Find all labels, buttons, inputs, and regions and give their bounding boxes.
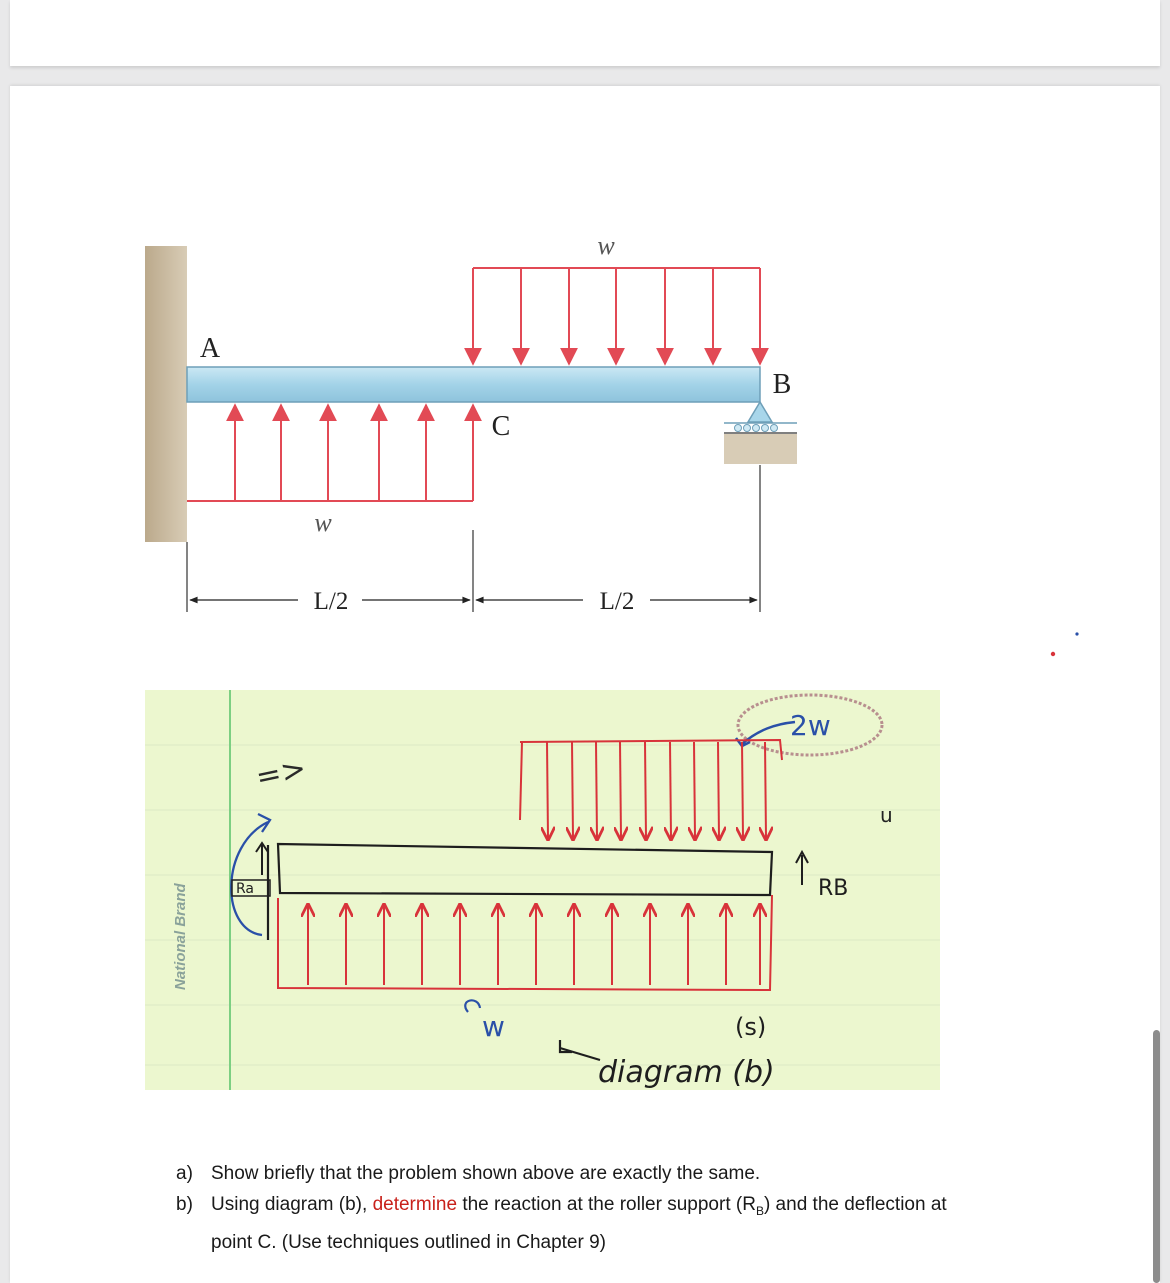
subscript-b: B [755, 1203, 764, 1218]
scrollbar-thumb[interactable] [1153, 1030, 1160, 1283]
circled-load-label: 2w [790, 709, 831, 742]
question-b-part: ) and the deflection at point C. (Use techniques outlined in Chapter 9) [211, 1194, 947, 1253]
dimension-left-label: L/2 [313, 588, 349, 615]
implies-symbol: => [252, 750, 310, 796]
dimension-right-label: L/2 [599, 588, 635, 615]
stray-dot [1051, 652, 1055, 656]
question-a [176, 1158, 956, 1189]
point-b-label: B [772, 369, 792, 400]
questions-list [176, 1158, 956, 1258]
question-a-letter: a) [176, 1163, 193, 1184]
question-a-part: Show briefly that the problem shown above are exactly the same. [211, 1163, 761, 1184]
question-b [176, 1189, 956, 1258]
point-c-label: C [491, 411, 511, 442]
roller-support [724, 402, 797, 464]
diagram-caption: diagram (b) [598, 1055, 775, 1090]
figure-b [145, 690, 940, 1090]
question-b-part: the reaction at the roller support (R [457, 1194, 756, 1215]
reaction-a-label: Ra [236, 881, 254, 897]
load-label-top: w [597, 231, 615, 260]
question-a-text [211, 1158, 956, 1189]
stray-dot [1075, 632, 1078, 635]
stray-mark: u [880, 803, 893, 827]
question-b-text [211, 1189, 956, 1258]
question-b-part: Using diagram (b), [211, 1194, 373, 1215]
point-a-label: A [199, 333, 221, 364]
fixed-wall [145, 246, 187, 542]
load-label-bottom: w [314, 508, 332, 537]
note-s: (s) [735, 1013, 767, 1041]
highlight-determine: determine [372, 1194, 458, 1215]
top-distributed-load [473, 268, 760, 364]
beam [187, 367, 760, 402]
bottom-distributed-load [187, 405, 473, 501]
load-label-b: w [482, 1010, 505, 1043]
binding-text: National Brand [172, 883, 189, 990]
question-b-letter: b) [176, 1194, 193, 1215]
figure-a [145, 231, 797, 615]
reaction-b-label: RB [818, 876, 849, 901]
